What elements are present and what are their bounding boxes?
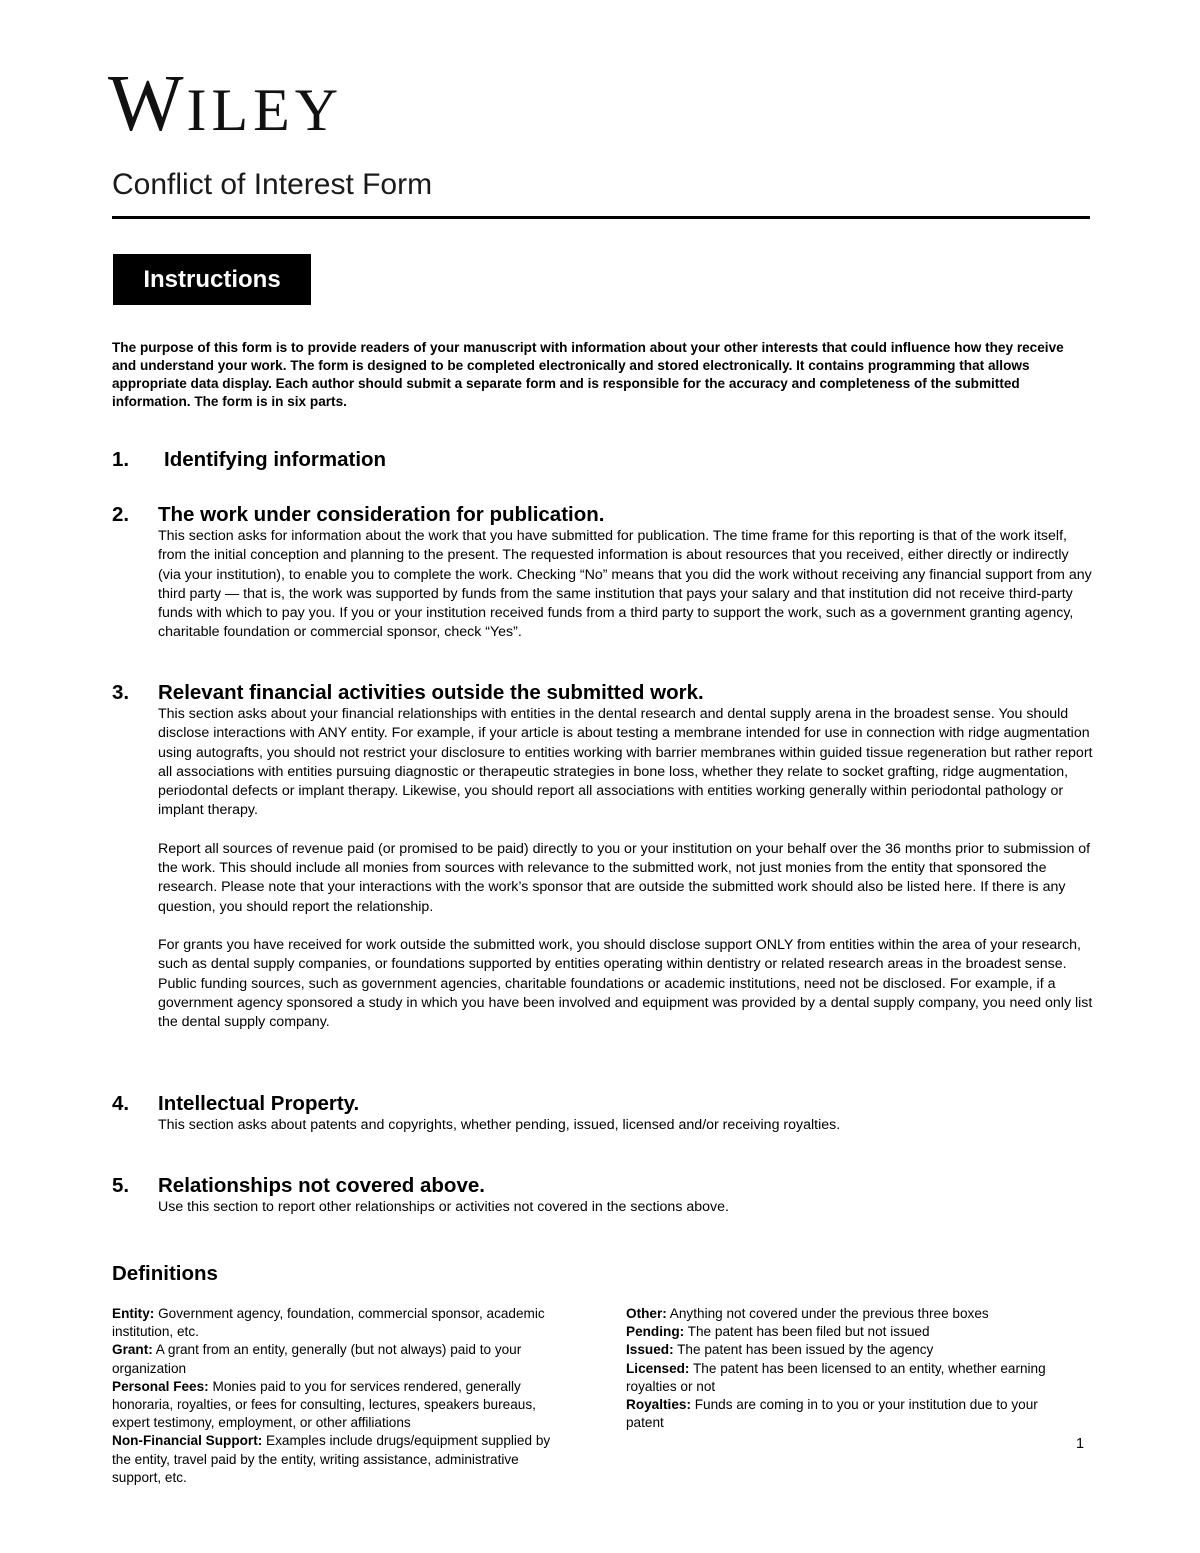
definition-term: Personal Fees: bbox=[112, 1378, 209, 1394]
title-divider bbox=[112, 216, 1090, 219]
section-4-number: 4. bbox=[112, 1092, 130, 1115]
definition-term: Grant: bbox=[112, 1342, 153, 1358]
definition-item bbox=[626, 1341, 1056, 1359]
definition-text: Examples include drugs/equipment supplied by the entity, travel paid by the entity, writing assistance, administrative support, etc. bbox=[112, 1433, 551, 1485]
instructions-badge: Instructions bbox=[113, 254, 311, 305]
section-3-paragraph: This section asks about your financial relationships with entities in the dental research and dental supply arena in the broadest sense. You should disclose interactions with ANY entity. For example, if your article is about testing a membrane intended for use in connection with ridge augmentation using autografts, you should not restrict your disclosure to entities working with barrier membranes within guided tissue regeneration but rather report all associations with entities pursuing diagnostic or therapeutic strategies in bone loss, whether they relate to socket grafting, ridge augmentation, periodontal defects or implant therapy. Likewise, you should report all associations with entities working generally within periodontal pathology or implant therapy. bbox=[158, 706, 1093, 819]
definition-text: The patent has been filed but not issued bbox=[684, 1324, 930, 1340]
definition-term: Other: bbox=[626, 1306, 667, 1321]
section-2-number: 2. bbox=[112, 503, 130, 526]
section-3-number: 3. bbox=[112, 681, 130, 704]
section-4-heading bbox=[112, 1092, 1102, 1116]
section-4 bbox=[112, 1092, 1102, 1135]
definition-text: The patent has been licensed to an entity, whether earning royalties or not bbox=[626, 1360, 1046, 1394]
definition-text: Anything not covered under the previous three boxes bbox=[666, 1306, 989, 1321]
definition-term: Issued: bbox=[626, 1342, 674, 1358]
section-5-paragraph: Use this section to report other relationships or activities not covered in the sections above. bbox=[158, 1199, 729, 1215]
logo-rest: ILEY bbox=[186, 77, 344, 143]
form-title: Conflict of Interest Form bbox=[112, 168, 433, 201]
section-5-body bbox=[158, 1198, 1093, 1217]
section-2 bbox=[112, 503, 1102, 643]
definition-term: Royalties: bbox=[626, 1397, 691, 1413]
definition-item bbox=[112, 1378, 552, 1433]
definition-item bbox=[112, 1432, 552, 1487]
section-3-title: Relevant financial activities outside the submitted work. bbox=[158, 681, 704, 704]
logo-initial: W bbox=[108, 60, 187, 148]
section-4-body bbox=[158, 1116, 1093, 1135]
wiley-logo bbox=[108, 60, 344, 148]
definition-item bbox=[626, 1396, 1056, 1432]
section-3-heading bbox=[112, 681, 1102, 705]
section-2-paragraph: This section asks for information about the work that you have submitted for publication. The time frame for this reporting is that of the work itself, from the initial conception and planning to the present. The requested information is about resources that you received, either directly or indirectly (via your institution), to enable you to complete the work. Checking “No” means that you did the work without receiving any financial support from any third party — that is, the work was supported by funds from the same institution that pays your salary and that institution did not receive third-party funds with which to pay you. If you or your institution received funds from a third party to support the work, such as a government granting agency, charitable foundation or commercial sponsor, check “Yes”. bbox=[158, 528, 1092, 641]
section-4-paragraph: This section asks about patents and copyrights, whether pending, issued, licensed and/or receiving royalties. bbox=[158, 1117, 841, 1133]
definition-text: Government agency, foundation, commercial sponsor, academic institution, etc. bbox=[112, 1306, 545, 1340]
definition-item bbox=[626, 1360, 1056, 1396]
section-3-body bbox=[158, 705, 1093, 1032]
intro-paragraph: The purpose of this form is to provide readers of your manuscript with information about your other interests that could influence how they receive and understand your work. The form is designed to be completed electronically and stored electronically. It contains programming that allows appropriate data display. Each author should submit a separate form and is responsible for the accuracy and completeness of the submitted information. The form is in six parts. bbox=[112, 340, 1064, 409]
section-2-title: The work under consideration for publication. bbox=[158, 503, 605, 526]
definition-term: Non-Financial Support: bbox=[112, 1433, 263, 1449]
definitions-title: Definitions bbox=[112, 1262, 218, 1285]
definitions-right-column bbox=[626, 1305, 1056, 1432]
definition-text: The patent has been issued by the agency bbox=[673, 1342, 934, 1358]
section-5-number: 5. bbox=[112, 1174, 130, 1197]
section-5 bbox=[112, 1174, 1102, 1217]
section-3 bbox=[112, 681, 1102, 1032]
section-4-title: Intellectual Property. bbox=[158, 1092, 360, 1115]
section-3-paragraph: Report all sources of revenue paid (or promised to be paid) directly to you or your institution on your behalf over the 36 months prior to submission of the work. This should include all monies from sources with relevance to the submitted work, not just monies from the entity that sponsored the research. Please note that your interactions with the work’s sponsor that are outside the submitted work should also be listed here. If there is any question, you should report the relationship. bbox=[158, 840, 1091, 915]
definition-item bbox=[626, 1323, 1056, 1341]
definition-term: Pending: bbox=[626, 1324, 685, 1340]
section-3-paragraph: For grants you have received for work outside the submitted work, you should disclose support ONLY from entities within the area of your research, such as dental supply companies, or foundations supported by entities operating within dentistry or related research areas in the broadest sense. Public funding sources, such as government agencies, charitable foundations or academic institutions, need not be disclosed. For example, if a government agency sponsored a study in which you have been involved and equipment was provided by a dental supply company, you need only list the dental supply company. bbox=[158, 936, 1093, 1031]
section-2-heading bbox=[112, 503, 1102, 527]
section-1-title: Identifying information bbox=[164, 448, 387, 471]
definition-term: Licensed: bbox=[626, 1360, 690, 1376]
section-1-heading bbox=[112, 448, 1102, 472]
definition-item bbox=[112, 1305, 552, 1341]
definition-item bbox=[112, 1341, 552, 1377]
section-1-number: 1. bbox=[112, 448, 130, 471]
definition-text: Monies paid to you for services rendered, generally honoraria, royalties, or fees for consulting, lectures, speakers bureaus, expert testimony, employment, or other affiliations bbox=[112, 1378, 536, 1431]
section-2-body bbox=[158, 527, 1093, 643]
definition-term: Entity: bbox=[112, 1306, 155, 1321]
definition-item bbox=[626, 1305, 1056, 1323]
page-number: 1 bbox=[1076, 1436, 1085, 1452]
section-1 bbox=[112, 448, 1102, 472]
definition-text: A grant from an entity, generally (but not always) paid to your organization bbox=[112, 1342, 522, 1376]
definitions-left-column bbox=[112, 1305, 552, 1487]
definition-text: Funds are coming in to you or your institution due to your patent bbox=[626, 1397, 1038, 1431]
section-5-heading bbox=[112, 1174, 1102, 1198]
section-5-title: Relationships not covered above. bbox=[158, 1174, 485, 1197]
